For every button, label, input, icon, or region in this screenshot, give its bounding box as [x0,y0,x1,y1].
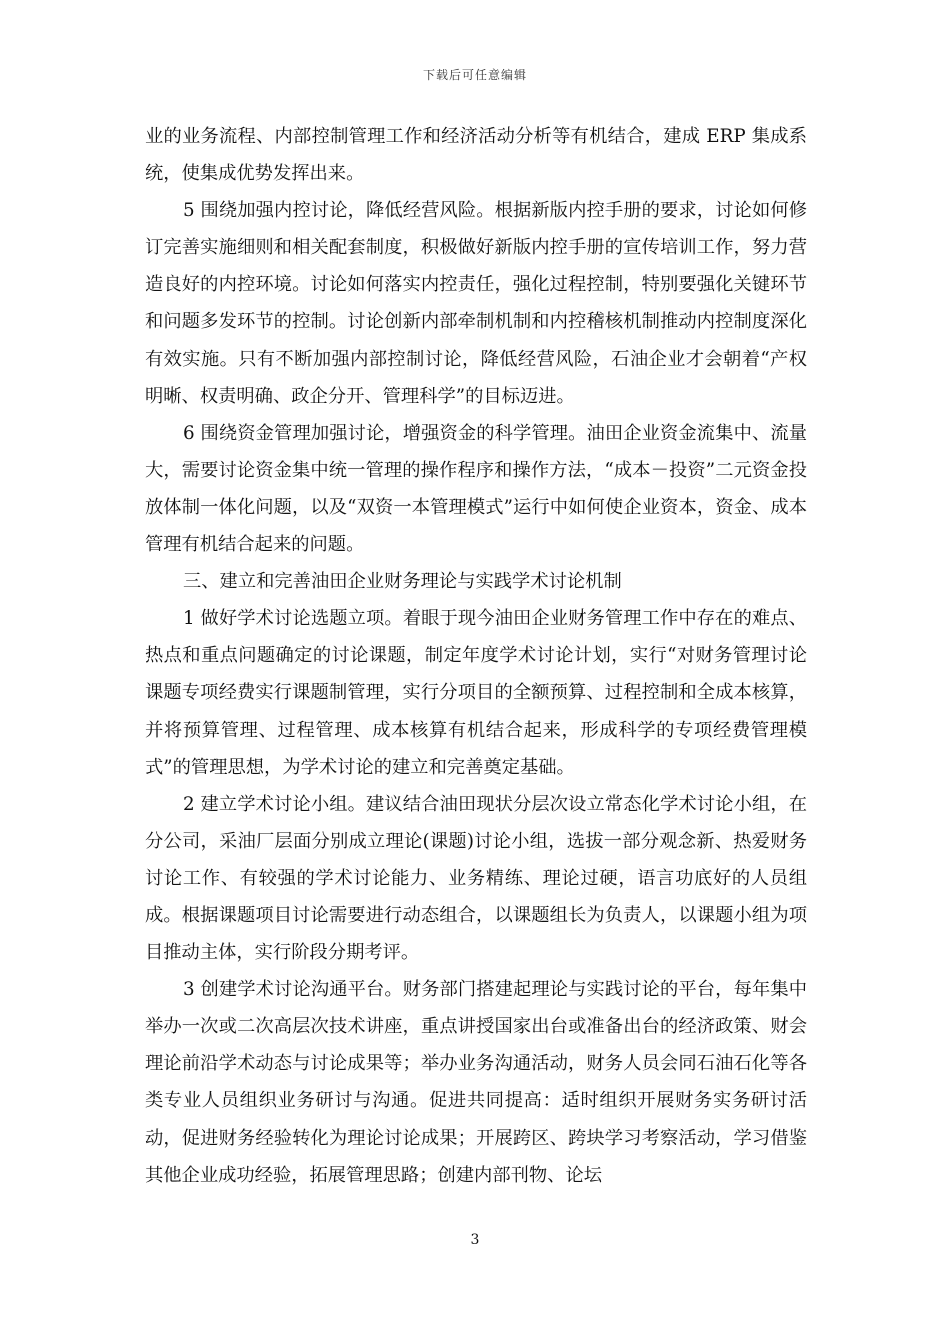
document-body [145,118,807,1194]
paragraph: 6 围绕资金管理加强讨论，增强资金的科学管理。油田企业资金流集中、流量大，需要讨论资金集中统一管理的操作程序和操作方法，“成本－投资”二元资金投放体制一体化问题，以及“双资一本管理模式”运行中如何使企业资本，资金、成本管理有机结合起来的问题。 [145,422,807,556]
paragraph: 1 做好学术讨论选题立项。着眼于现今油田企业财务管理工作中存在的难点、热点和重点问题确定的讨论课题，制定年度学术讨论计划，实行“对财务管理讨论课题专项经费实行课题制管理，实行分项目的全额预算、过程控制和全成本核算，并将预算管理、过程管理、成本核算有机结合起来，形成科学的专项经费管理模式”的管理思想，为学术讨论的建立和完善奠定基础。 [145,608,807,778]
section-heading: 三、建立和完善油田企业财务理论与实践学术讨论机制 [183,571,622,593]
paragraph: 2 建立学术讨论小组。建议结合油田现状分层次设立常态化学术讨论小组，在分公司，采油厂层面分别成立理论(课题)讨论小组，选拔一部分观念新、热爱财务讨论工作、有较强的学术讨论能力、业务精练、理论过硬，语言功底好的人员组成。根据课题项目讨论需要进行动态组合，以课题组长为负责人，以课题小组为项目推动主体，实行阶段分期考评。 [145,793,807,964]
paragraph: 3 创建学术讨论沟通平台。财务部门搭建起理论与实践讨论的平台，每年集中举办一次或二次高层次技术讲座，重点讲授国家出台或准备出台的经济政策、财会理论前沿学术动态与讨论成果等；举办业务沟通活动，财务人员会同石油石化等各类专业人员组织业务研讨与沟通。促进共同提高：适时组织开展财务实务研讨活动，促进财务经验转化为理论讨论成果；开展跨区、跨块学习考察活动，学习借鉴其他企业成功经验，拓展管理思路；创建内部刊物、论坛 [145,979,807,1186]
paragraph: 5 围绕加强内控讨论，降低经营风险。根据新版内控手册的要求，讨论如何修订完善实施细则和相关配套制度，积极做好新版内控手册的宣传培训工作，努力营造良好的内控环境。讨论如何落实内控责任，强化过程控制，特别要强化关键环节和问题多发环节的控制。讨论创新内部牵制机制和内控稽核机制推动内控制度深化有效实施。只有不断加强内部控制讨论，降低经营风险，石油企业才会朝着“产权明晰、权责明确、政企分开、管理科学”的目标迈进。 [145,200,807,407]
page-header: 下载后可任意编辑 [422,68,527,82]
page-number: 3 [470,1232,480,1248]
paragraph: 业的业务流程、内部控制管理工作和经济活动分析等有机结合，建成 ERP 集成系统，使集成优势发挥出来。 [145,126,807,185]
